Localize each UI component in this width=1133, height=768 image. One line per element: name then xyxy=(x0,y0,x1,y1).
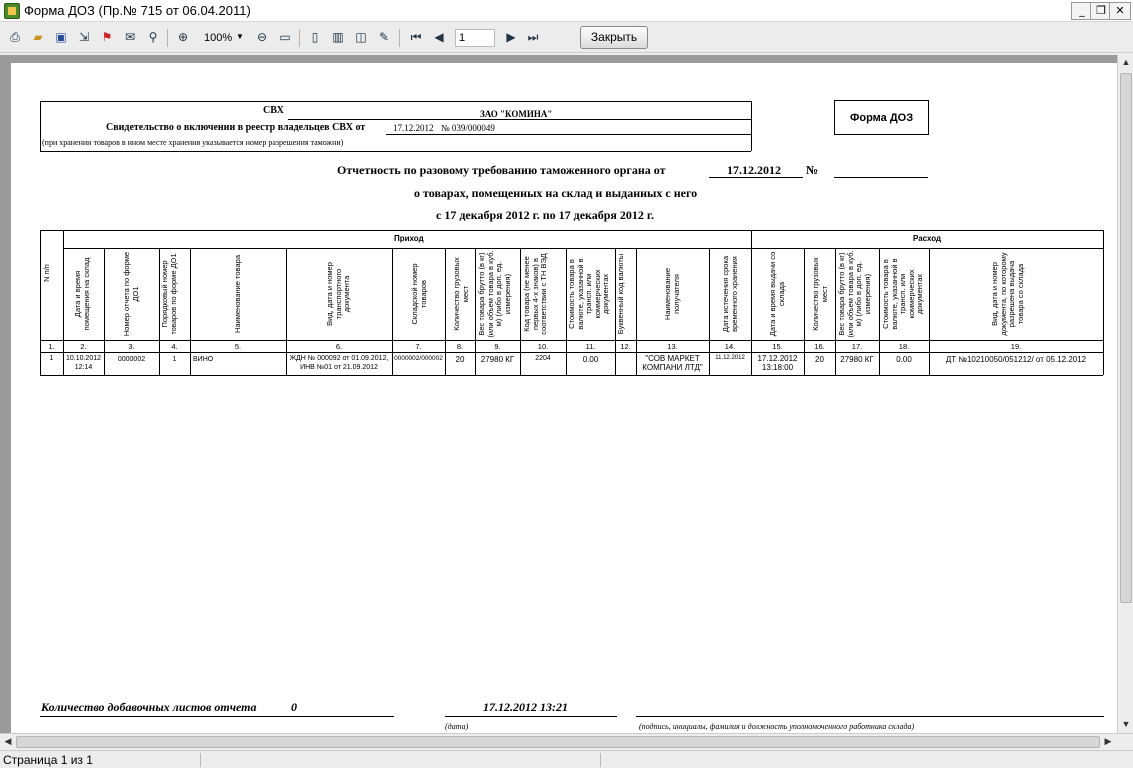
col-header: Дата и время выдачи со склада xyxy=(768,251,786,337)
cert-number: № 039/000049 xyxy=(441,123,495,133)
table-cell: 0.00 xyxy=(582,355,599,364)
scroll-right-icon[interactable]: ▶ xyxy=(1104,736,1112,746)
col-number: 13. xyxy=(667,342,678,351)
col-header: Вид, дата и номер транспортного документа xyxy=(325,262,351,326)
col-number: 4. xyxy=(171,342,178,351)
table-cell: 1 xyxy=(172,356,177,363)
status-page-info: Страница 1 из 1 xyxy=(3,753,93,767)
horizontal-scrollbar[interactable] xyxy=(0,733,1133,750)
table-cell: 10.10.2012 12:14 xyxy=(65,355,102,371)
vertical-scrollbar[interactable] xyxy=(1117,55,1133,733)
separator xyxy=(299,29,300,47)
col-number: 16. xyxy=(814,342,825,351)
edit-icon[interactable]: ✎ xyxy=(378,30,390,44)
table-cell: 0.00 xyxy=(896,355,912,364)
table-cell: 27980 КГ xyxy=(480,355,515,364)
separator xyxy=(399,29,400,47)
col-header: Стоимость товара в валюте, указанной в трансп. или коммерческих документах xyxy=(881,258,924,330)
last-page-icon[interactable]: ⏭ xyxy=(527,30,539,44)
col-number: 17. xyxy=(851,342,863,351)
report-page xyxy=(11,63,1117,733)
cert-date: 17.12.2012 xyxy=(393,123,434,133)
table-cell: 1 xyxy=(49,355,54,362)
prev-page-icon[interactable]: ◀ xyxy=(434,30,444,44)
table-cell: 2204 xyxy=(535,355,551,362)
col-header: Порядковый номер товаров по форме ДО1 xyxy=(160,253,178,335)
storage-note: (при хранении товаров в ином месте хранения указывается номер разрешения таможни) xyxy=(42,138,344,147)
signature-caption: (подпись, инициалы, фамилия и должность уполномоченного работника склада) xyxy=(639,722,915,731)
col-number: 6. xyxy=(335,342,343,351)
sheets-label: Количество добавочных листов отчета xyxy=(41,700,257,714)
send-icon[interactable]: ✉ xyxy=(124,30,136,44)
col-header: Складской номер товаров xyxy=(410,263,428,325)
scroll-up-icon[interactable]: ▲ xyxy=(1121,57,1131,67)
find-icon[interactable]: ⚲ xyxy=(148,30,158,44)
col-number: 7. xyxy=(415,342,422,351)
col-number: 9. xyxy=(494,342,501,351)
first-page-icon[interactable]: ⏮ xyxy=(410,30,422,44)
col-header: N п/п xyxy=(42,264,51,282)
status-divider xyxy=(600,753,601,767)
col-header: Вид, дата и номер документа, по которому разрешена выдача товара со склада xyxy=(990,252,1025,336)
table-cell: ЖДН № 000092 от 01.09.2012, ИНВ №01 от 21.09.2012 xyxy=(289,355,389,371)
table-cell: "СОВ МАРКЕТ КОМПАНИ ЛТД" xyxy=(642,354,703,372)
col-header: Количество грузовых мест xyxy=(811,257,829,331)
group-expense: Расход xyxy=(913,234,942,243)
report-date: 17.12.2012 xyxy=(727,163,781,177)
book-icon[interactable]: ◫ xyxy=(355,30,367,44)
col-header: Наименование товара xyxy=(233,255,242,334)
scroll-down-icon[interactable]: ▼ xyxy=(1121,719,1131,729)
group-income: Приход xyxy=(394,234,424,243)
col-number: 10. xyxy=(537,342,549,351)
status-bar xyxy=(0,750,1133,768)
close-button[interactable]: Закрыть xyxy=(580,26,648,49)
page-number-input[interactable] xyxy=(455,29,495,47)
report-period: с 17 декабря 2012 г. по 17 декабря 2012 г. xyxy=(436,208,655,222)
form-name: Форма ДОЗ xyxy=(850,112,914,124)
footer-date: 17.12.2012 13:21 xyxy=(483,700,568,714)
report-number-label: № xyxy=(806,163,819,177)
col-number: 12. xyxy=(620,342,631,351)
app-icon xyxy=(4,3,20,19)
status-divider xyxy=(200,753,201,767)
col-number: 19. xyxy=(1010,342,1022,351)
pdf-icon[interactable]: ⚑ xyxy=(101,30,113,44)
one-page-icon[interactable]: ▯ xyxy=(311,30,319,44)
col-header: Номер отчета по форме ДО1 xyxy=(122,251,140,337)
cert-label: Свидетельство о включении в реестр владельцев СВХ от xyxy=(106,122,366,133)
col-number: 8. xyxy=(456,342,464,351)
col-header: Стоимость товара в валюте, указанной в трансп. или коммерческих документах xyxy=(567,258,610,330)
col-number: 15. xyxy=(772,342,783,351)
scroll-left-icon[interactable]: ◀ xyxy=(4,736,12,746)
print-icon[interactable]: ⎙ xyxy=(10,30,20,44)
next-page-icon[interactable]: ▶ xyxy=(506,30,516,44)
horizontal-scroll-thumb[interactable] xyxy=(16,736,1100,748)
table-cell: 0000002 xyxy=(117,356,146,363)
vertical-scroll-thumb[interactable] xyxy=(1120,73,1132,603)
col-header: Дата и время помещения на склад xyxy=(73,257,91,331)
col-header: Код товара (не менее первых 4-х знаков) в соответствии с ТН ВЭД xyxy=(522,253,548,335)
table-cell: ВИНО xyxy=(193,356,214,363)
col-number: 3. xyxy=(128,342,135,351)
export-icon[interactable]: ⇲ xyxy=(78,30,90,44)
table-cell: 20 xyxy=(815,355,824,364)
restore-button[interactable]: ❐ xyxy=(1090,2,1112,20)
close-window-button[interactable]: ✕ xyxy=(1109,2,1131,20)
col-number: 18. xyxy=(898,342,910,351)
two-pages-icon[interactable]: ▥ xyxy=(332,30,344,44)
col-number: 14. xyxy=(724,342,736,351)
report-subheading: о товарах, помещенных на склад и выданных с него xyxy=(414,186,698,200)
open-icon[interactable]: ▰ xyxy=(33,30,43,44)
minimize-button[interactable]: _ xyxy=(1071,2,1093,20)
col-number: 1. xyxy=(48,342,55,351)
date-caption: (дата) xyxy=(445,722,469,731)
table-cell: 20 xyxy=(455,355,465,364)
table-cell: 0000002/000002 xyxy=(394,355,443,362)
chevron-down-icon[interactable]: ▼ xyxy=(236,32,244,41)
page-width-icon[interactable]: ▭ xyxy=(279,30,291,44)
table-cell: 11.12.2012 xyxy=(715,355,745,361)
report-heading: Отчетность по разовому требованию таможенного органа от xyxy=(337,163,666,177)
svh-name: ЗАО "КОМИНА" xyxy=(480,109,553,119)
zoom-in-icon[interactable]: ⊕ xyxy=(177,30,189,44)
zoom-out-icon[interactable]: ⊖ xyxy=(256,30,268,44)
title-bar xyxy=(0,0,1133,22)
zoom-select[interactable]: 100% xyxy=(204,32,233,44)
col-number: 2. xyxy=(80,342,87,351)
col-header: Буквенный код валюты xyxy=(616,253,625,335)
save-icon[interactable]: ▣ xyxy=(55,30,67,44)
window-title: Форма ДОЗ (Пр.№ 715 от 06.04.2011) xyxy=(24,3,251,18)
col-header: Вес товара брутто (в кг) (или объем товара в куб. м) (либо в доп. ед. измерения) xyxy=(477,250,512,338)
table-cell: 17.12.2012 13:18:00 xyxy=(757,354,798,372)
sheets-count: 0 xyxy=(291,700,297,714)
report-viewport[interactable] xyxy=(0,55,1117,733)
col-header: Дата истечения срока временного хранения xyxy=(721,255,739,333)
table-cell: ДТ №10210050/051212/ от 05.12.2012 xyxy=(945,355,1087,364)
col-number: 11. xyxy=(585,342,596,351)
toolbar xyxy=(0,23,1133,53)
col-header: Вес товара брутто (в кг) (или объем товара в куб. м) (либо в доп. ед. измерения) xyxy=(837,250,872,338)
separator xyxy=(167,29,168,47)
table-cell: 27980 КГ xyxy=(840,355,874,364)
col-header: Количество грузовых мест xyxy=(452,257,470,331)
svh-label: СВХ xyxy=(263,105,284,116)
col-header: Наименование получателя xyxy=(663,268,681,320)
col-number: 5. xyxy=(234,342,242,351)
